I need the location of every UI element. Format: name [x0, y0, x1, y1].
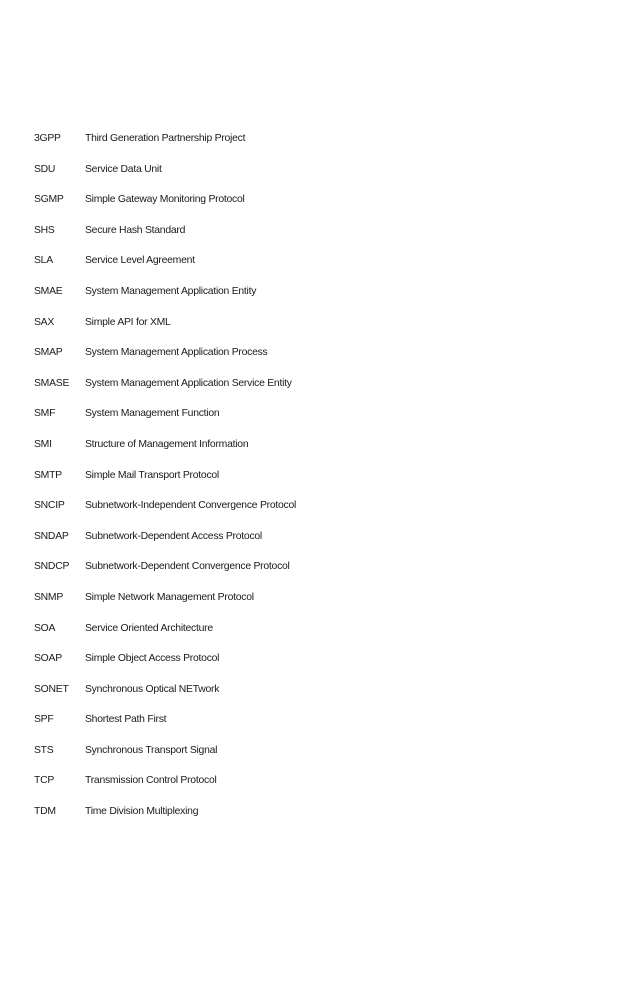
- abbreviation-row: [34, 559, 614, 590]
- abbreviation-row: [34, 437, 614, 468]
- abbreviation: SPF: [34, 714, 54, 726]
- abbreviation: SNCIP: [34, 500, 65, 512]
- abbreviation: SMAE: [34, 285, 63, 297]
- abbreviation: 3GPP: [34, 133, 61, 144]
- abbreviation-row: [34, 590, 614, 621]
- abbreviation-row: [34, 498, 614, 529]
- abbreviation-row: [34, 651, 614, 682]
- abbreviation-row: [34, 743, 614, 774]
- abbreviation-definition: System Management Application Entity: [85, 285, 257, 297]
- abbreviation-row: [34, 223, 614, 254]
- abbreviation-definition: Simple Mail Transport Protocol: [85, 469, 219, 481]
- abbreviation: TCP: [34, 775, 55, 787]
- abbreviation: SGMP: [34, 194, 64, 206]
- abbreviation-row: [34, 284, 614, 315]
- abbreviation-list: [34, 131, 614, 835]
- abbreviation-row: [34, 773, 614, 804]
- abbreviation-definition: Simple Object Access Protocol: [85, 653, 220, 665]
- abbreviation-definition: Structure of Management Information: [85, 438, 249, 450]
- abbreviation: SNDAP: [34, 530, 69, 542]
- abbreviation-row: [34, 682, 614, 713]
- abbreviation: SOA: [34, 622, 56, 634]
- abbreviation-definition: Synchronous Optical NETwork: [85, 683, 220, 695]
- abbreviation-definition: Subnetwork-Dependent Convergence Protocol: [85, 561, 290, 573]
- abbreviation: SONET: [34, 683, 69, 695]
- abbreviation-row: [34, 192, 614, 223]
- abbreviation: SNDCP: [34, 561, 70, 573]
- abbreviation-definition: Simple Gateway Monitoring Protocol: [85, 194, 245, 206]
- abbreviation: TDM: [34, 806, 56, 818]
- abbreviation: SMF: [34, 408, 56, 420]
- abbreviation-definition: System Management Function: [85, 408, 220, 420]
- abbreviation-row: [34, 621, 614, 652]
- abbreviation-definition: Third Generation Partnership Project: [85, 133, 246, 144]
- abbreviation-row: [34, 131, 614, 162]
- abbreviation-definition: Service Level Agreement: [85, 255, 195, 267]
- abbreviation-definition: Subnetwork-Independent Convergence Protocol: [85, 500, 297, 512]
- abbreviation: STS: [34, 744, 54, 756]
- abbreviation-definition: Simple API for XML: [85, 316, 171, 328]
- abbreviation-definition: Shortest Path First: [85, 714, 167, 726]
- abbreviation: SLA: [34, 255, 53, 267]
- abbreviation-row: [34, 376, 614, 407]
- abbreviation-row: [34, 345, 614, 376]
- abbreviation: SMAP: [34, 347, 63, 359]
- abbreviation: SHS: [34, 224, 55, 236]
- abbreviation-row: [34, 253, 614, 284]
- abbreviation-row: [34, 468, 614, 499]
- abbreviation: SOAP: [34, 653, 62, 665]
- abbreviation-row: [34, 162, 614, 193]
- abbreviation-row: [34, 529, 614, 560]
- abbreviation-row: [34, 712, 614, 743]
- abbreviation-definition: Synchronous Transport Signal: [85, 744, 218, 756]
- abbreviation-definition: Secure Hash Standard: [85, 224, 186, 236]
- abbreviation: SNMP: [34, 591, 64, 603]
- abbreviation-definition: System Management Application Process: [85, 347, 268, 359]
- abbreviation-definition: Subnetwork-Dependent Access Protocol: [85, 530, 262, 542]
- abbreviation-definition: Transmission Control Protocol: [85, 775, 217, 787]
- abbreviation-definition: System Management Application Service Entity: [85, 377, 292, 389]
- abbreviation: SAX: [34, 316, 55, 328]
- abbreviation-row: [34, 315, 614, 346]
- abbreviation-definition: Time Division Multiplexing: [85, 806, 199, 818]
- abbreviation: SDU: [34, 163, 56, 175]
- abbreviation-row: [34, 804, 614, 835]
- abbreviation-definition: Service Data Unit: [85, 163, 162, 175]
- abbreviation-definition: Service Oriented Architecture: [85, 622, 213, 634]
- abbreviation: SMTP: [34, 469, 62, 481]
- abbreviation: SMI: [34, 438, 52, 450]
- abbreviation-definition: Simple Network Management Protocol: [85, 591, 254, 603]
- abbreviation: SMASE: [34, 377, 70, 389]
- abbreviation-row: [34, 406, 614, 437]
